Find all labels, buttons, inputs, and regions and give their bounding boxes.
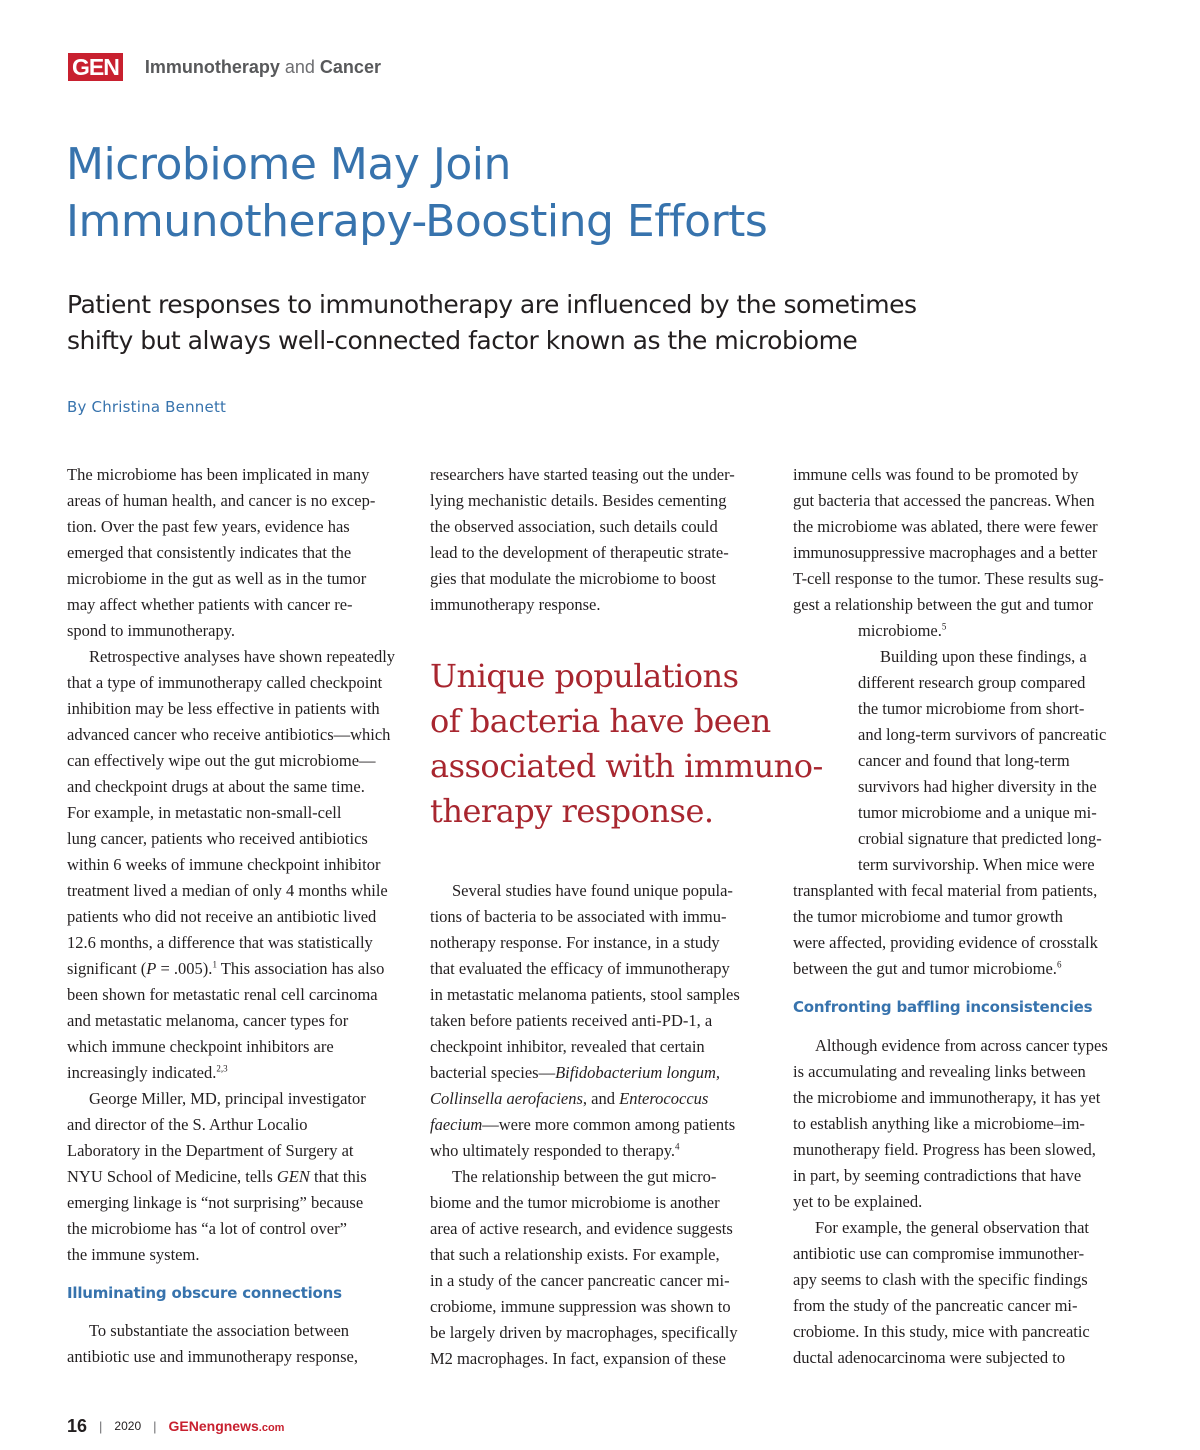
text-line (430, 1060, 740, 1086)
text-line: within 6 weeks of immune checkpoint inhibitor (67, 855, 381, 874)
text-line (67, 1060, 395, 1086)
column-2-continued (430, 878, 740, 1372)
text-line: were affected, providing evidence of crosstalk (793, 933, 1098, 952)
footer-year: 2020 (114, 1419, 142, 1433)
text-line: munotherapy field. Progress has been slowed, (793, 1140, 1096, 1159)
article-title (66, 136, 767, 250)
page-footer (67, 1414, 284, 1438)
text-line: area of active research, and evidence suggests (430, 1219, 733, 1238)
text-line: the observed association, such details could (430, 517, 718, 536)
italic-p: P (146, 959, 157, 978)
text-line: transplanted with fecal material from patients, (793, 881, 1098, 900)
text-line (430, 1086, 740, 1112)
text-line: For example, the general observation that (815, 1218, 1089, 1237)
text-line: yet to be explained. (793, 1192, 923, 1211)
page-number: 16 (67, 1415, 88, 1436)
text-run: NYU School of Medicine, tells (67, 1167, 277, 1186)
text-line: the tumor microbiome from short- (858, 699, 1085, 718)
text-line: 12.6 months, a difference that was statistically (67, 933, 373, 952)
text-run: , and (582, 1089, 620, 1108)
text-line: and checkpoint drugs at about the same time. (67, 777, 365, 796)
text-line: tion. Over the past few years, evidence has (67, 517, 350, 536)
citation-ref: 4 (675, 1141, 680, 1152)
text-line: Although evidence from across cancer types (815, 1036, 1108, 1055)
text-line: The relationship between the gut micro- (452, 1167, 717, 1186)
text-line: gest a relationship between the gut and tumor (793, 595, 1094, 614)
text-line: and director of the S. Arthur Localio (67, 1115, 308, 1134)
subhead-confronting: Confronting baffling inconsistencies (793, 998, 1093, 1016)
text-line: researchers have started teasing out the under- (430, 465, 735, 484)
text-line: in a study of the cancer pancreatic cancer mi- (430, 1271, 730, 1290)
text-line: To substantiate the association between (89, 1321, 350, 1340)
pull-quote-line: Unique populations (430, 657, 739, 695)
text-run: between the gut and tumor microbiome. (793, 959, 1057, 978)
text-line: that a type of immunotherapy called checkpoint (67, 673, 383, 692)
text-line: emerged that consistently indicates that the (67, 543, 352, 562)
text-line: in part, by seeming contradictions that have (793, 1166, 1082, 1185)
pull-quote-line: therapy response. (430, 792, 714, 830)
text-line: can effectively wipe out the gut microbiome— (67, 751, 376, 770)
text-line: immunosuppressive macrophages and a better (793, 543, 1098, 562)
subtitle-line: Patient responses to immunotherapy are influenced by the sometimes (67, 290, 917, 319)
website-suffix: .com (258, 1422, 285, 1434)
citation-ref: 2,3 (216, 1063, 228, 1074)
text-line: treatment lived a median of only 4 months while (67, 881, 388, 900)
text-line: inhibition may be less effective in patients with (67, 699, 380, 718)
section-label (145, 57, 381, 78)
italic-gen: GEN (276, 1167, 310, 1186)
text-line (793, 956, 1106, 982)
footer-separator: | (153, 1418, 157, 1434)
text-line: Several studies have found unique popula- (452, 881, 733, 900)
text-line: gies that modulate the microbiome to boost (430, 569, 716, 588)
column-3 (793, 462, 1106, 982)
text-line: M2 macrophages. In fact, expansion of these (430, 1349, 726, 1368)
text-line: lying mechanistic details. Besides cementing (430, 491, 727, 510)
section-and: and (279, 56, 320, 77)
text-run: that this (309, 1167, 367, 1186)
text-line: tions of bacteria to be associated with immu- (430, 907, 727, 926)
citation-ref: 5 (941, 621, 947, 632)
byline: By Christina Bennett (67, 398, 227, 416)
text-line: in metastatic melanoma patients, stool samples (430, 985, 740, 1004)
gen-logo: GEN (68, 53, 123, 81)
text-line: term survivorship. When mice were (858, 855, 1095, 874)
citation-ref: 1 (212, 959, 217, 970)
italic-species: Collinsella aerofaciens (430, 1089, 583, 1108)
text-line: tumor microbiome and a unique mi- (858, 803, 1097, 822)
text-line: from the study of the pancreatic cancer mi- (793, 1296, 1078, 1315)
text-line: gut bacteria that accessed the pancreas. When (793, 491, 1095, 510)
text-line: and long-term survivors of pancreatic (858, 725, 1107, 744)
footer-website-link[interactable] (169, 1418, 285, 1434)
text-line: lung cancer, patients who received antibiotics (67, 829, 368, 848)
subhead-illuminating: Illuminating obscure connections (67, 1284, 342, 1302)
text-run: This association has also (216, 959, 385, 978)
text-run: increasingly indicated. (67, 1063, 217, 1082)
text-line: immunotherapy response. (430, 595, 601, 614)
text-line: cancer and found that long-term (858, 751, 1070, 770)
footer-separator: | (99, 1418, 103, 1434)
text-line: crobiome, immune suppression was shown to (430, 1297, 731, 1316)
text-line: and metastatic melanoma, cancer types for (67, 1011, 349, 1030)
text-line: areas of human health, and cancer is no excep- (67, 491, 376, 510)
text-line: spond to immunotherapy. (67, 621, 236, 640)
running-header (68, 52, 381, 82)
text-line: lead to the development of therapeutic strate- (430, 543, 729, 562)
text-line: to establish anything like a microbiome–im- (793, 1114, 1085, 1133)
title-line: Microbiome May Join (66, 139, 511, 190)
italic-species: Bifidobacterium longum, (555, 1063, 721, 1082)
column-2 (430, 462, 735, 618)
text-line: checkpoint inhibitor, revealed that certain (430, 1037, 705, 1056)
text-line: emerging linkage is “not surprising” because (67, 1193, 364, 1212)
text-line: which immune checkpoint inhibitors are (67, 1037, 334, 1056)
text-run: microbiome. (858, 621, 942, 640)
text-line (67, 956, 395, 982)
text-line: immune cells was found to be promoted by (793, 465, 1079, 484)
column-1-continued (67, 1318, 358, 1370)
text-line: George Miller, MD, principal investigator (89, 1089, 366, 1108)
text-line: that such a relationship exists. For example, (430, 1245, 720, 1264)
text-line: antibiotic use can compromise immunother- (793, 1244, 1085, 1263)
text-line: microbiome in the gut as well as in the tumor (67, 569, 367, 588)
text-line (430, 1138, 740, 1164)
text-line: crobiome. In this study, mice with pancreatic (793, 1322, 1090, 1341)
text-line: apy seems to clash with the specific findings (793, 1270, 1088, 1289)
text-line: may affect whether patients with cancer re- (67, 595, 353, 614)
text-line: be largely driven by macrophages, specifically (430, 1323, 738, 1342)
text-line: that evaluated the efficacy of immunotherapy (430, 959, 730, 978)
text-run: —were more common among patients (482, 1115, 736, 1134)
text-line: Laboratory in the Department of Surgery at (67, 1141, 354, 1160)
text-run: = .005). (156, 959, 213, 978)
text-line (430, 1112, 740, 1138)
title-line: Immunotherapy-Boosting Efforts (66, 196, 768, 247)
section-part2: Cancer (319, 56, 381, 77)
text-line (67, 1164, 395, 1190)
text-line: notherapy response. For instance, in a study (430, 933, 720, 952)
italic-species: faecium (430, 1115, 483, 1134)
section-part1: Immunotherapy (144, 56, 280, 77)
text-line: advanced cancer who receive antibiotics—which (67, 725, 391, 744)
text-line: the microbiome and immunotherapy, it has yet (793, 1088, 1101, 1107)
text-line: is accumulating and revealing links between (793, 1062, 1086, 1081)
text-line: Building upon these findings, a (880, 647, 1087, 666)
text-line: crobial signature that predicted long- (858, 829, 1102, 848)
text-line: taken before patients received anti-PD-1, a (430, 1011, 713, 1030)
text-line: the microbiome was ablated, there were fewer (793, 517, 1098, 536)
citation-ref: 6 (1056, 959, 1062, 970)
text-run: who ultimately responded to therapy. (430, 1141, 675, 1160)
text-line: patients who did not receive an antibiotic lived (67, 907, 377, 926)
pull-quote (430, 654, 823, 834)
text-line: The microbiome has been implicated in many (67, 465, 370, 484)
text-line: survivors had higher diversity in the (858, 777, 1097, 796)
italic-species: Enterococcus (619, 1089, 709, 1108)
text-line: Retrospective analyses have shown repeatedly (89, 647, 396, 666)
text-line: the microbiome has “a lot of control over” (67, 1219, 347, 1238)
column-3-continued (793, 1033, 1108, 1371)
pull-quote-line: of bacteria have been (430, 702, 771, 740)
text-line: biome and the tumor microbiome is another (430, 1193, 720, 1212)
text-line: T-cell response to the tumor. These results sug- (793, 569, 1104, 588)
text-run: bacterial species— (430, 1063, 556, 1082)
text-line: the tumor microbiome and tumor growth (793, 907, 1063, 926)
website-name: GENengnews (168, 1418, 259, 1434)
text-line: different research group compared (858, 673, 1086, 692)
text-line: the immune system. (67, 1245, 200, 1264)
text-line: For example, in metastatic non-small-cell (67, 803, 342, 822)
text-line: antibiotic use and immunotherapy response, (67, 1347, 358, 1366)
subtitle-line: shifty but always well-connected factor known as the microbiome (67, 326, 858, 355)
text-line: ductal adenocarcinoma were subjected to (793, 1348, 1066, 1367)
text-line: been shown for metastatic renal cell carcinoma (67, 985, 378, 1004)
text-run: significant ( (67, 959, 147, 978)
article-subtitle (67, 287, 917, 359)
pull-quote-line: associated with immuno- (430, 747, 823, 785)
column-1 (67, 462, 395, 1268)
text-line (793, 618, 1106, 644)
